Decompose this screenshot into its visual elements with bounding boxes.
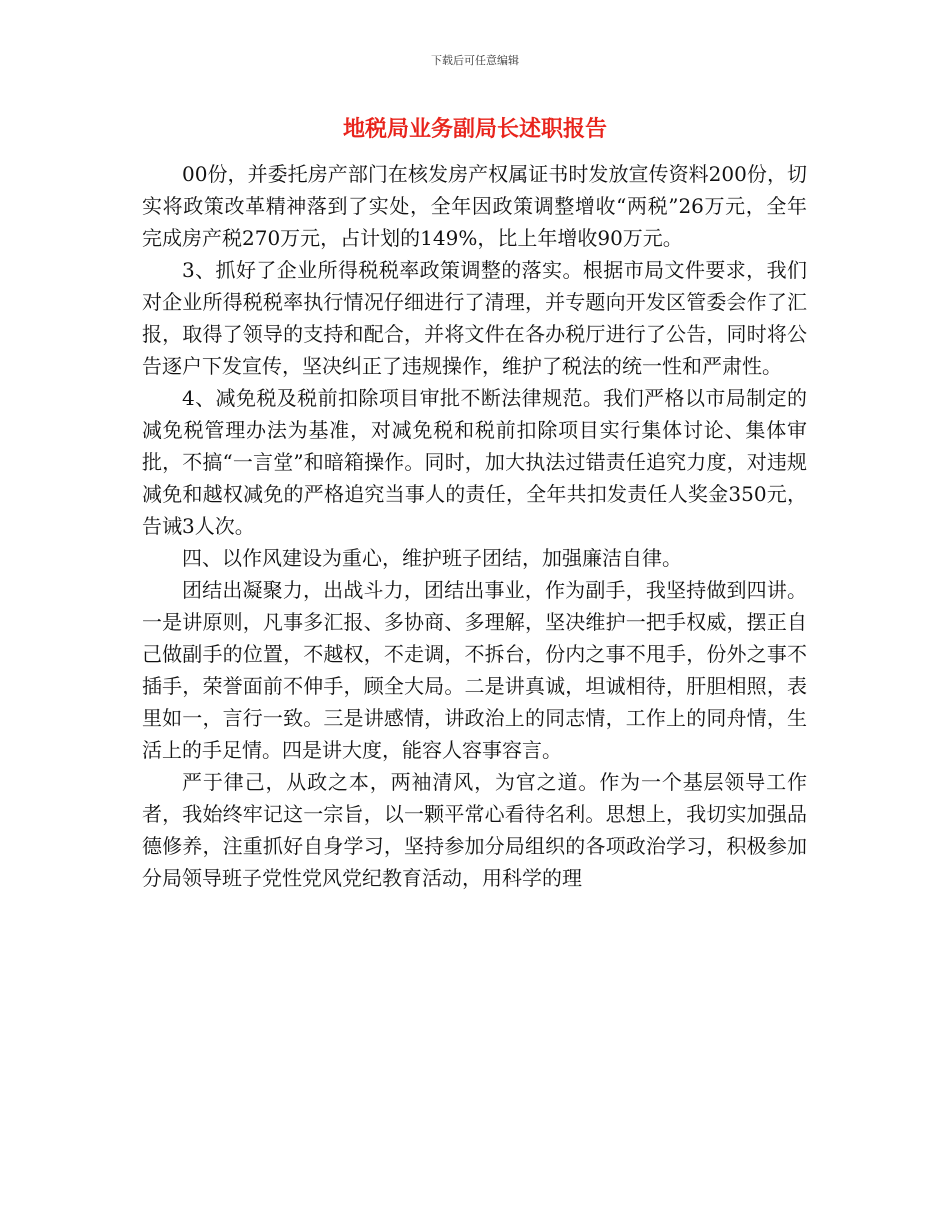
paragraph: 团结出凝聚力，出战斗力，团结出事业，作为副手，我坚持做到四讲。一是讲原则，凡事多汇报、多协商、多理解，坚决维护一把手权威，摆正自己做副手的位置，不越权，不走调，不拆台，份内之事不甩手，份外之事不插手，荣誉面前不伸手，顾全大局。二是讲真诚，坦诚相待，肝胆相照，表里如一，言行一致。三是讲感情，讲政治上的同志情，工作上的同舟情，生活上的手足情。四是讲大度，能容人容事容言。 — [142, 578, 807, 762]
section-heading: 四、以作风建设为重心，维护班子团结，加强廉洁自律。 — [182, 546, 682, 570]
header-note: 下载后可任意编辑 — [431, 54, 519, 67]
document-title: 地税局业务副局长述职报告 — [342, 117, 607, 142]
paragraph: 4、减免税及税前扣除项目审批不断法律规范。我们严格以市局制定的减免税管理办法为基准，对减免税和税前扣除项目实行集体讨论、集体审批，不搞“一言堂”和暗箱操作。同时，加大执法过错责任追究力度，对违规减免和越权减免的严格追究当事人的责任，全年共扣发责任人奖金350元，告诫3人次。 — [142, 386, 807, 538]
paragraph: 严于律己，从政之本，两袖清风，为官之道。作为一个基层领导工作者，我始终牢记这一宗旨，以一颗平常心看待名利。思想上，我切实加强品德修养，注重抓好自身学习，坚持参加分局组织的各项政治学习，积极参加分局领导班子党性党风党纪教育活动，用科学的理 — [142, 770, 807, 890]
paragraph: 3、抓好了企业所得税税率政策调整的落实。根据市局文件要求，我们对企业所得税税率执行情况仔细进行了清理，并专题向开发区管委会作了汇报，取得了领导的支持和配合，并将文件在各办税厅进行了公告，同时将公告逐户下发宣传，坚决纠正了违规操作，维护了税法的统一性和严肃性。 — [142, 258, 807, 378]
document-body — [142, 158, 807, 894]
paragraph: 00份，并委托房产部门在核发房产权属证书时发放宣传资料200份，切实将政策改革精神落到了实处，全年因政策调整增收“两税”26万元，全年完成房产税270万元，占计划的149%，比上年增收90万元。 — [142, 162, 807, 250]
